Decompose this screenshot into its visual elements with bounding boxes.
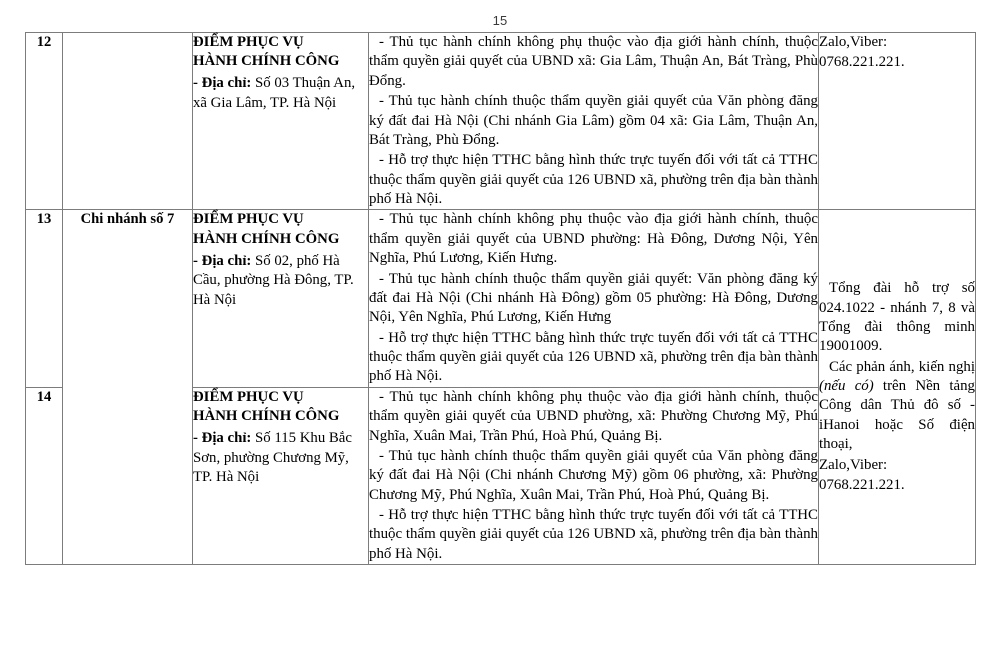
address-value: Số 03 Thuận An, xã Gia Lâm, TP. Hà Nội [193, 75, 356, 111]
service-point-title [193, 210, 368, 248]
address-label: - Địa chỉ: [193, 430, 252, 447]
service-points-table [25, 32, 976, 565]
contact-phone-number: 0768.221.221. [819, 54, 905, 71]
description-paragraph: - Thủ tục hành chính thuộc thẩm quyền giải quyết của Văn phòng đăng ký đất đai Hà Nội (Chi nhánh Chương Mỹ) gồm 06 phường, xã: Phường Chương Mỹ, Phú Nghĩa, Xuân Mai, Trần Phú, Hoà Phú, Quảng Bị. [369, 447, 818, 503]
table-row [26, 210, 976, 387]
description-paragraph: - Thủ tục hành chính không phụ thuộc vào địa giới hành chính, thuộc thẩm quyền giải quyết của UBND phường: Hà Đông, Dương Nội, Yên Nghĩa, Phú Lương, Kiến Hưng. [369, 211, 818, 267]
description-paragraph: - Thủ tục hành chính thuộc thẩm quyền giải quyết của Văn phòng đăng ký đất đai Hà Nội (Chi nhánh Gia Lâm) gồm 04 xã: Gia Lâm, Thuận An, Bát Tràng, Phù Đổng. [369, 93, 818, 148]
feedback-text-part1: Các phản ánh, kiến nghị [829, 358, 975, 375]
description-cell [369, 387, 819, 564]
contact-channel-label: Zalo,Viber: [819, 34, 888, 50]
service-point-address [193, 252, 368, 311]
contact-cell-merged [819, 210, 976, 565]
branch-cell-empty [63, 33, 193, 210]
description-paragraph: - Thủ tục hành chính thuộc thẩm quyền giải quyết: Văn phòng đăng ký đất đai Hà Nội (Chi nhánh Hà Đông) gồm 05 phường: Hà Đông, Dương Nội, Yên Nghĩa, Phú Lương, Kiến Hưng [369, 270, 818, 326]
service-point-address [193, 74, 368, 113]
row-number-cell: 13 [26, 210, 63, 387]
row-number-cell: 14 [26, 387, 63, 564]
contact-phone-number: 0768.221.221. [819, 476, 905, 493]
description-cell [369, 210, 819, 387]
description-paragraph: - Hỗ trợ thực hiện TTHC bằng hình thức trực tuyến đối với tất cả TTHC thuộc thẩm quyền giải quyết của 126 UBND xã, phường trên địa bàn thành phố Hà Nội. [369, 507, 818, 562]
feedback-text-part2: trên Nền tảng Công dân Thủ đô số - iHanoi hoặc Số điện thoại, [819, 378, 975, 453]
contact-cell [819, 33, 976, 210]
feedback-optional-note: (nếu có) [819, 378, 874, 395]
service-point-title-line2: HÀNH CHÍNH CÔNG [193, 230, 340, 247]
service-point-title [193, 388, 368, 426]
service-point-title-line1: ĐIỂM PHỤC VỤ [193, 211, 304, 228]
description-paragraph: - Thủ tục hành chính không phụ thuộc vào địa giới hành chính, thuộc thẩm quyền giải quyết của UBND phường, xã: Phường Chương Mỹ, Phú Nghĩa, Xuân Mai, Trần Phú, Hoà Phú, Quảng Bị. [369, 388, 818, 444]
contact-channel-label: Zalo,Viber: [819, 456, 888, 473]
address-value: Số 115 Khu Bắc Sơn, phường Chương Mỹ, TP. Hà Nội [193, 430, 352, 486]
table-row [26, 33, 976, 210]
address-label: - Địa chỉ: [193, 252, 252, 269]
service-point-cell [193, 33, 369, 210]
service-point-title-line2: HÀNH CHÍNH CÔNG [193, 407, 340, 424]
feedback-info [819, 358, 975, 455]
service-point-title-line2: HÀNH CHÍNH CÔNG [193, 53, 340, 70]
service-point-cell [193, 210, 369, 387]
description-paragraph: - Thủ tục hành chính không phụ thuộc vào địa giới hành chính, thuộc thẩm quyền giải quyết của UBND xã: Gia Lâm, Thuận An, Bát Tràng, Phù Đổng. [369, 34, 818, 89]
service-point-address [193, 429, 368, 488]
address-value: Số 02, phố Hà Cầu, phường Hà Đông, TP. Hà Nội [193, 252, 354, 308]
address-label: - Địa chỉ: [193, 75, 252, 92]
hotline-info: Tổng đài hỗ trợ số 024.1022 - nhánh 7, 8 và Tổng đài thông minh 19001009. [819, 280, 975, 355]
branch-cell: Chi nhánh số 7 [63, 210, 193, 565]
description-paragraph: - Hỗ trợ thực hiện TTHC bằng hình thức trực tuyến đối với tất cả TTHC thuộc thẩm quyền giải quyết của 126 UBND xã, phường trên địa bàn thành phố Hà Nội. [369, 329, 818, 385]
service-point-title [193, 33, 368, 71]
description-cell [369, 33, 819, 210]
page-number: 15 [492, 13, 508, 28]
administrative-service-points-table [25, 32, 975, 565]
service-point-title-line1: ĐIỂM PHỤC VỤ [193, 388, 304, 405]
row-number-cell: 12 [26, 33, 63, 210]
service-point-cell [193, 387, 369, 564]
description-paragraph: - Hỗ trợ thực hiện TTHC bằng hình thức trực tuyến đối với tất cả TTHC thuộc thẩm quyền giải quyết của 126 UBND xã, phường trên địa bàn thành phố Hà Nội. [369, 152, 818, 207]
service-point-title-line1: ĐIỂM PHỤC VỤ [193, 34, 304, 50]
